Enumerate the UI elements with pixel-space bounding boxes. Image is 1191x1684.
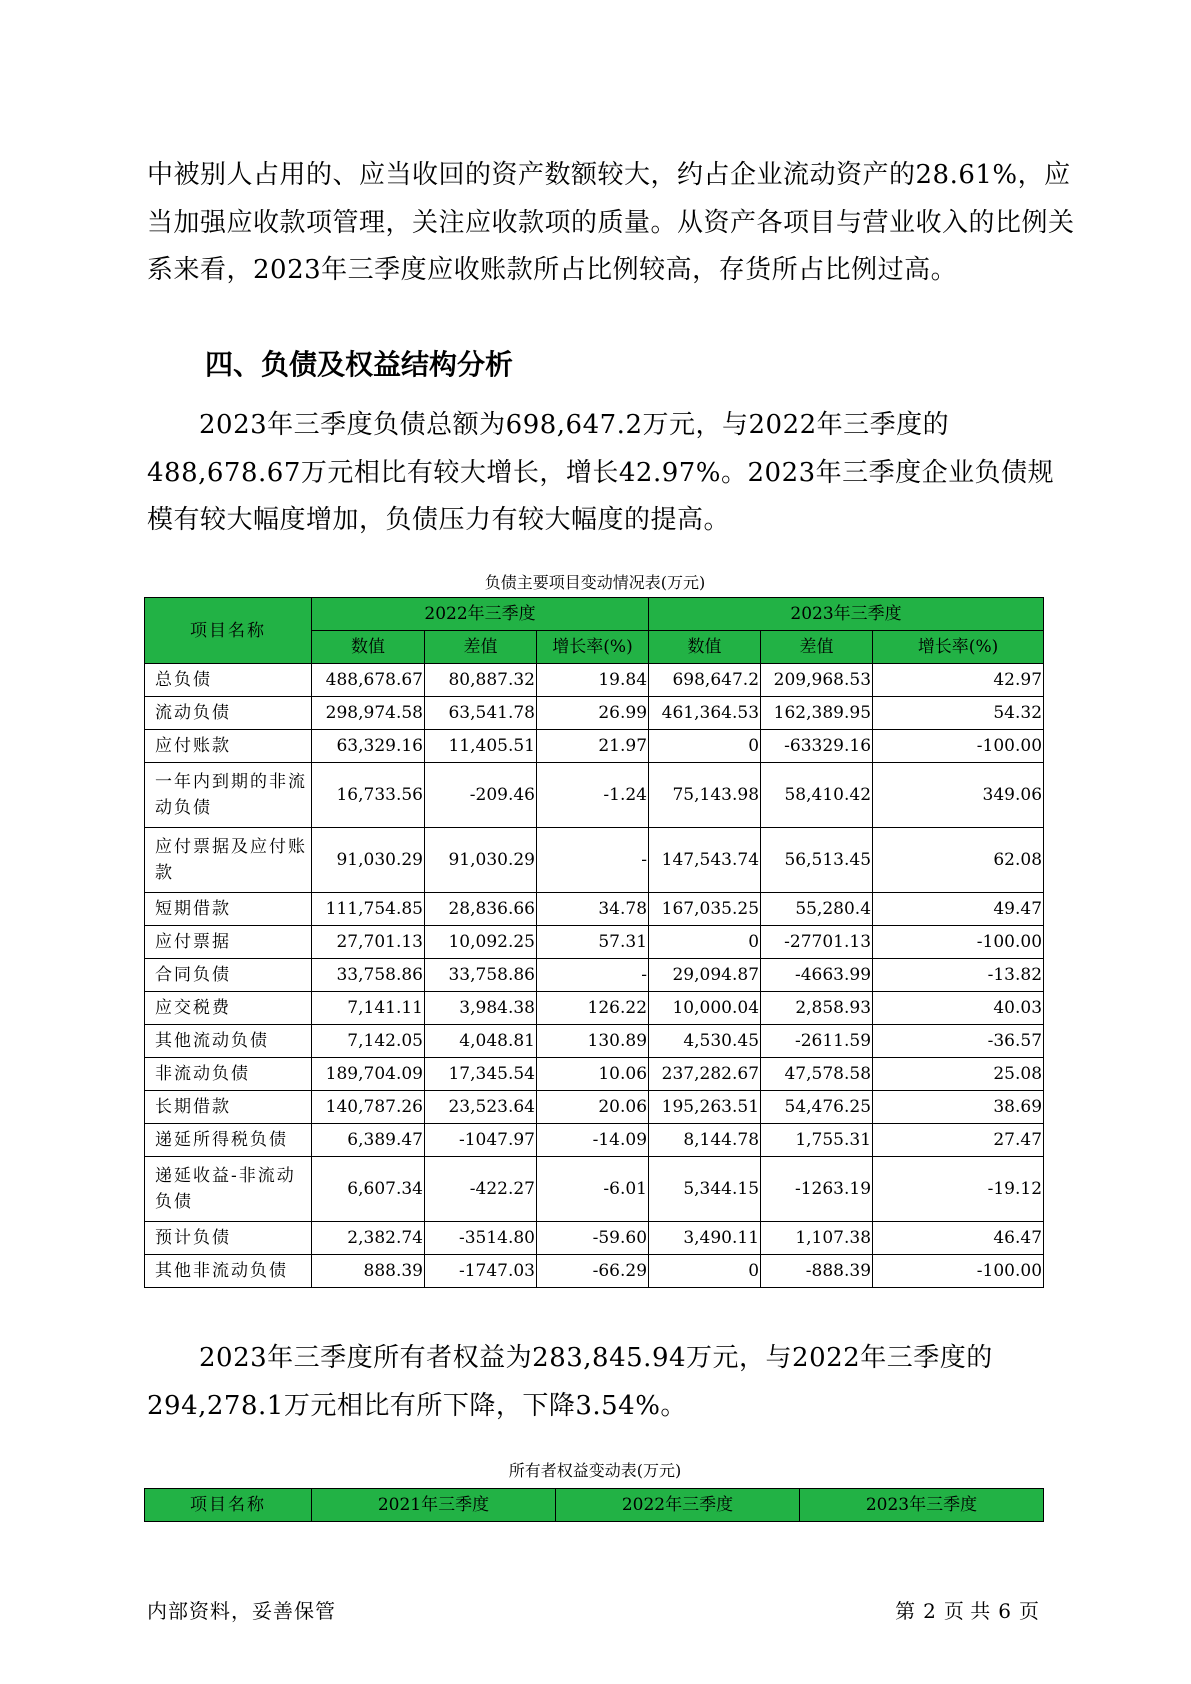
row-value-cell: 20.06 — [537, 1091, 649, 1124]
row-item-name: 短期借款 — [145, 893, 312, 926]
row-item-name: 非流动负债 — [145, 1058, 312, 1091]
row-item-name: 应交税费 — [145, 992, 312, 1025]
row-value-cell: 54,476.25 — [761, 1091, 873, 1124]
row-value-cell: 147,543.74 — [649, 828, 761, 893]
row-item-name: 总负债 — [145, 664, 312, 697]
row-item-name: 应付票据及应付账款 — [145, 828, 312, 893]
row-value-cell: 91,030.29 — [312, 828, 425, 893]
body-paragraph: 2023年三季度所有者权益为283,845.94万元，与2022年三季度的294,278.1万元相比有所下降，下降3.54%。 — [147, 1343, 993, 1421]
row-value-cell: 63,541.78 — [425, 697, 537, 730]
row-value-cell: 1,107.38 — [761, 1222, 873, 1255]
row-value-cell: - — [537, 959, 649, 992]
row-value-cell: -4663.99 — [761, 959, 873, 992]
row-item-name: 其他非流动负债 — [145, 1255, 312, 1288]
row-value-cell: - — [537, 828, 649, 893]
row-value-cell: -100.00 — [873, 730, 1044, 763]
row-value-cell: 21.97 — [537, 730, 649, 763]
header-value: 数值 — [312, 631, 425, 664]
row-value-cell: 40.03 — [873, 992, 1044, 1025]
row-value-cell: 10.06 — [537, 1058, 649, 1091]
row-value-cell: 49.47 — [873, 893, 1044, 926]
row-value-cell: 55,280.4 — [761, 893, 873, 926]
row-value-cell: 167,035.25 — [649, 893, 761, 926]
row-value-cell: -6.01 — [537, 1157, 649, 1222]
row-item-name: 应付票据 — [145, 926, 312, 959]
row-value-cell: -59.60 — [537, 1222, 649, 1255]
page-mid: 页 共 — [943, 1599, 991, 1623]
row-value-cell: -27701.13 — [761, 926, 873, 959]
row-value-cell: 80,887.32 — [425, 664, 537, 697]
body-paragraph: 2023年三季度负债总额为698,647.2万元，与2022年三季度的488,678.67万元相比有较大增长，增长42.97%。2023年三季度企业负债规模有较大幅度增加，负债压力有较大幅度的提高。 — [147, 410, 1055, 535]
table-row — [145, 828, 1044, 893]
header-group-2023: 2023年三季度 — [649, 598, 1044, 631]
row-value-cell: 28,836.66 — [425, 893, 537, 926]
footer-confidential: 内部资料，妥善保管 — [147, 1599, 336, 1623]
row-item-name: 一年内到期的非流动负债 — [145, 763, 312, 828]
row-value-cell: 0 — [649, 926, 761, 959]
row-value-cell: -2611.59 — [761, 1025, 873, 1058]
row-value-cell: -1263.19 — [761, 1157, 873, 1222]
section-heading: 四、负债及权益结构分析 — [205, 348, 514, 381]
row-value-cell: 461,364.53 — [649, 697, 761, 730]
table-row — [145, 1222, 1044, 1255]
row-value-cell: 4,048.81 — [425, 1025, 537, 1058]
table-row — [145, 664, 1044, 697]
header-group-2022: 2022年三季度 — [312, 598, 649, 631]
row-value-cell: -1047.97 — [425, 1124, 537, 1157]
row-value-cell: 11,405.51 — [425, 730, 537, 763]
row-value-cell: 111,754.85 — [312, 893, 425, 926]
row-value-cell: 29,094.87 — [649, 959, 761, 992]
row-value-cell: 10,092.25 — [425, 926, 537, 959]
row-value-cell: 62.08 — [873, 828, 1044, 893]
row-value-cell: -3514.80 — [425, 1222, 537, 1255]
row-value-cell: 47,578.58 — [761, 1058, 873, 1091]
row-value-cell: 23,523.64 — [425, 1091, 537, 1124]
row-value-cell: 0 — [649, 1255, 761, 1288]
row-item-name: 应付账款 — [145, 730, 312, 763]
row-value-cell: -19.12 — [873, 1157, 1044, 1222]
body-paragraph: 中被别人占用的、应当收回的资产数额较大，约占企业流动资产的28.61%，应当加强应收款项管理，关注应收款项的质量。从资产各项目与营业收入的比例关系来看，2023年三季度应收账款所占比例较高，存货所占比例过高。 — [147, 160, 1075, 285]
table-row — [145, 1025, 1044, 1058]
row-value-cell: 27.47 — [873, 1124, 1044, 1157]
row-value-cell: 17,345.54 — [425, 1058, 537, 1091]
header-value: 数值 — [649, 631, 761, 664]
row-value-cell: -422.27 — [425, 1157, 537, 1222]
header-item-name: 项目名称 — [145, 1489, 312, 1522]
row-item-name: 递延收益-非流动负债 — [145, 1157, 312, 1222]
row-value-cell: 25.08 — [873, 1058, 1044, 1091]
table-row — [145, 1058, 1044, 1091]
row-value-cell: 27,701.13 — [312, 926, 425, 959]
table-caption: 所有者权益变动表(万元) — [508, 1461, 682, 1480]
row-value-cell: 189,704.09 — [312, 1058, 425, 1091]
row-value-cell: 33,758.86 — [312, 959, 425, 992]
row-value-cell: 298,974.58 — [312, 697, 425, 730]
page-prefix: 第 — [895, 1599, 916, 1623]
row-value-cell: 130.89 — [537, 1025, 649, 1058]
table-row — [145, 730, 1044, 763]
table-row — [145, 926, 1044, 959]
equity-table — [144, 1488, 1044, 1522]
row-value-cell: -13.82 — [873, 959, 1044, 992]
table-row — [145, 1124, 1044, 1157]
table-row — [145, 763, 1044, 828]
row-value-cell: 888.39 — [312, 1255, 425, 1288]
row-value-cell: 209,968.53 — [761, 664, 873, 697]
page-total: 6 — [998, 1599, 1011, 1623]
table-row — [145, 893, 1044, 926]
row-value-cell: 3,490.11 — [649, 1222, 761, 1255]
row-value-cell: -14.09 — [537, 1124, 649, 1157]
row-value-cell: 0 — [649, 730, 761, 763]
table-row — [145, 1091, 1044, 1124]
row-value-cell: 6,607.34 — [312, 1157, 425, 1222]
header-growth: 增长率(%) — [537, 631, 649, 664]
row-value-cell: 698,647.2 — [649, 664, 761, 697]
row-value-cell: 34.78 — [537, 893, 649, 926]
row-value-cell: 26.99 — [537, 697, 649, 730]
row-value-cell: 1,755.31 — [761, 1124, 873, 1157]
table-caption: 负债主要项目变动情况表(万元) — [484, 573, 706, 592]
row-value-cell: -100.00 — [873, 926, 1044, 959]
table-row — [145, 992, 1044, 1025]
header-diff: 差值 — [761, 631, 873, 664]
row-value-cell: 16,733.56 — [312, 763, 425, 828]
row-value-cell: 75,143.98 — [649, 763, 761, 828]
row-value-cell: 57.31 — [537, 926, 649, 959]
row-value-cell: 38.69 — [873, 1091, 1044, 1124]
header-2023: 2023年三季度 — [800, 1489, 1044, 1522]
row-value-cell: -36.57 — [873, 1025, 1044, 1058]
table-row — [145, 1157, 1044, 1222]
page-current: 2 — [923, 1599, 936, 1623]
row-value-cell: 6,389.47 — [312, 1124, 425, 1157]
row-item-name: 其他流动负债 — [145, 1025, 312, 1058]
row-value-cell: 58,410.42 — [761, 763, 873, 828]
row-value-cell: 162,389.95 — [761, 697, 873, 730]
row-value-cell: 63,329.16 — [312, 730, 425, 763]
row-item-name: 流动负债 — [145, 697, 312, 730]
row-value-cell: 3,984.38 — [425, 992, 537, 1025]
row-value-cell: -66.29 — [537, 1255, 649, 1288]
row-value-cell: -888.39 — [761, 1255, 873, 1288]
row-value-cell: 4,530.45 — [649, 1025, 761, 1058]
row-value-cell: 126.22 — [537, 992, 649, 1025]
row-value-cell: 5,344.15 — [649, 1157, 761, 1222]
row-value-cell: 349.06 — [873, 763, 1044, 828]
row-item-name: 合同负债 — [145, 959, 312, 992]
row-value-cell: 46.47 — [873, 1222, 1044, 1255]
row-value-cell: 195,263.51 — [649, 1091, 761, 1124]
row-value-cell: 56,513.45 — [761, 828, 873, 893]
row-value-cell: -1.24 — [537, 763, 649, 828]
row-value-cell: -1747.03 — [425, 1255, 537, 1288]
row-item-name: 长期借款 — [145, 1091, 312, 1124]
row-value-cell: 237,282.67 — [649, 1058, 761, 1091]
row-value-cell: 7,141.11 — [312, 992, 425, 1025]
header-growth: 增长率(%) — [873, 631, 1044, 664]
footer-page-number — [891, 1597, 1043, 1625]
row-value-cell: 140,787.26 — [312, 1091, 425, 1124]
header-diff: 差值 — [425, 631, 537, 664]
row-value-cell: 488,678.67 — [312, 664, 425, 697]
row-value-cell: 7,142.05 — [312, 1025, 425, 1058]
row-value-cell: 54.32 — [873, 697, 1044, 730]
row-item-name: 预计负债 — [145, 1222, 312, 1255]
table-row — [145, 959, 1044, 992]
row-value-cell: -100.00 — [873, 1255, 1044, 1288]
row-value-cell: 91,030.29 — [425, 828, 537, 893]
header-item-name: 项目名称 — [145, 598, 312, 664]
table-row — [145, 1255, 1044, 1288]
page-suffix: 页 — [1019, 1599, 1039, 1623]
row-value-cell: 8,144.78 — [649, 1124, 761, 1157]
row-value-cell: 2,858.93 — [761, 992, 873, 1025]
table-row — [145, 697, 1044, 730]
row-item-name: 递延所得税负债 — [145, 1124, 312, 1157]
liabilities-table — [144, 597, 1044, 1288]
row-value-cell: 10,000.04 — [649, 992, 761, 1025]
row-value-cell: 2,382.74 — [312, 1222, 425, 1255]
row-value-cell: -63329.16 — [761, 730, 873, 763]
header-2021: 2021年三季度 — [312, 1489, 556, 1522]
row-value-cell: 42.97 — [873, 664, 1044, 697]
row-value-cell: -209.46 — [425, 763, 537, 828]
header-2022: 2022年三季度 — [556, 1489, 800, 1522]
row-value-cell: 33,758.86 — [425, 959, 537, 992]
row-value-cell: 19.84 — [537, 664, 649, 697]
